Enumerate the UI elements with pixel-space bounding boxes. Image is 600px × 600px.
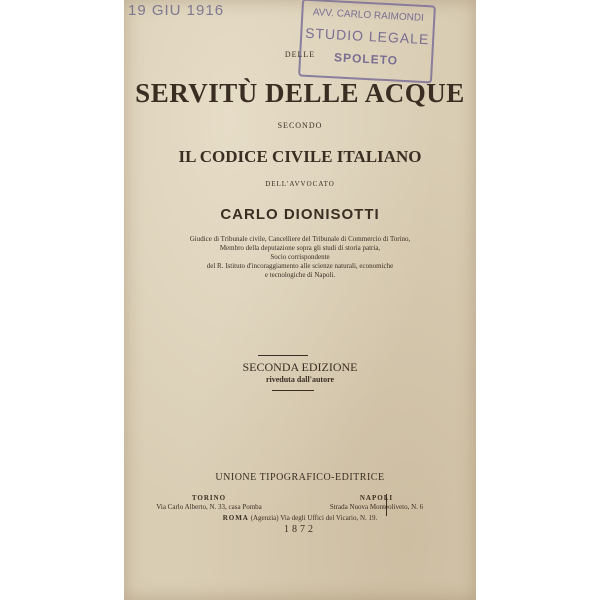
- city-torino: TORINO: [191, 494, 227, 502]
- stamp-line-3: SPOLETO: [333, 50, 399, 68]
- credential-line: e tecnologiche di Napoli.: [264, 271, 336, 279]
- publisher-name: UNIONE TIPOGRAFICO-EDITRICE: [215, 472, 385, 483]
- credential-line: del R. Istituto d'incoraggiamento alle scienze naturali, economiche: [206, 262, 394, 270]
- publisher-napoli: [289, 494, 464, 512]
- edition-label: SECONDA EDIZIONE: [242, 360, 358, 374]
- publisher-roma: [124, 514, 476, 522]
- edition-bottom-rule: [272, 390, 314, 391]
- credential-line: Socio corrispondente: [270, 253, 330, 261]
- edition-revised: riveduta dall'autore: [265, 375, 335, 384]
- address-napoli: Strada Nuova Monteoliveto, N. 6: [329, 503, 424, 511]
- main-title: SERVITÙ DELLE ACQUE: [135, 78, 465, 108]
- author-name: CARLO DIONISOTTI: [220, 206, 380, 223]
- stamp-line-2: STUDIO LEGALE: [304, 24, 430, 48]
- credential-line: Membro della deputazione sopra gli studi di storia patria,: [219, 244, 381, 252]
- stamp-line-1: AVV. CARLO RAIMONDI: [312, 7, 425, 24]
- title-secondo: SECONDO: [277, 121, 323, 130]
- address-torino: Via Carlo Alberto, N. 33, casa Pomba: [156, 503, 262, 511]
- author-credentials: [124, 235, 476, 280]
- date-stamp: 19 GIU 1916: [128, 2, 225, 19]
- title-prefix: DELLE: [284, 50, 316, 59]
- author-prefix: DELL'AVVOCATO: [265, 180, 335, 188]
- studio-stamp: [298, 0, 436, 83]
- address-roma: (Agenzia) Via degli Uffici del Vicario, N. 19.: [250, 514, 378, 522]
- publisher-torino: [144, 494, 274, 512]
- city-roma: ROMA: [222, 514, 249, 522]
- title-page: [124, 0, 476, 600]
- publication-year: 1872: [284, 524, 316, 535]
- city-napoli: NAPOLI: [359, 494, 394, 502]
- subtitle: IL CODICE CIVILE ITALIANO: [178, 147, 422, 166]
- credential-line: Giudice di Tribunale civile, Cancelliere del Tribunale di Commercio di Torino,: [189, 235, 411, 243]
- edition-top-rule: [258, 355, 308, 356]
